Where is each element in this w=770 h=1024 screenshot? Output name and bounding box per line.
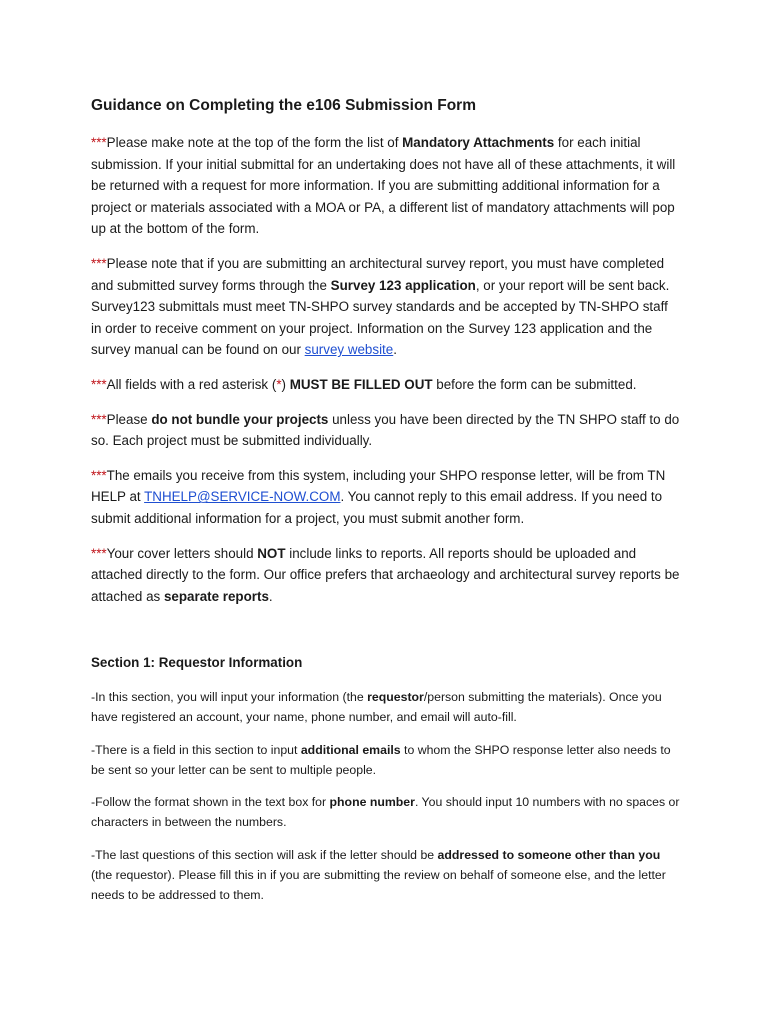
survey-report-paragraph: ***Please note that if you are submitting an architectural survey report, you must have completed and submitted survey forms through the Survey 123 application, or your report will be sent back. Survey123 submittals must meet TN-SHPO survey standards and be accepted by TN-SHPO staff in order to receive comment on your project. Information on the Survey 123 application and the survey manual can be found on our survey website. xyxy=(91,255,670,358)
red-stars-marker: *** xyxy=(91,255,107,271)
red-asterisk: * xyxy=(276,376,282,392)
bold-addressed-to-someone: addressed to someone other than you xyxy=(437,847,661,862)
phone-number-paragraph: -Follow the format shown in the text box for phone number. You should input 10 numbers with no spaces or characters in between the numbers. xyxy=(91,795,680,830)
bold-do-not-bundle: do not bundle your projects xyxy=(151,411,329,427)
red-stars-marker: *** xyxy=(91,467,107,483)
additional-emails-paragraph: -There is a field in this section to input additional emails to whom the SHPO response letter also needs to be sent so your letter can be sent to multiple people. xyxy=(91,742,671,777)
bold-separate-reports: separate reports xyxy=(163,588,269,604)
bold-phone-number: phone number xyxy=(329,795,415,810)
addressee-paragraph: -The last questions of this section will ask if the letter should be addressed to someone other than you (the requestor). Please fill this in if you are submitting the review on behalf of someone else, and the letter needs to be addressed to them. xyxy=(91,847,666,902)
tnhelp-email-link[interactable]: TNHELP@SERVICE-NOW.COM xyxy=(144,489,341,505)
bold-additional-emails: additional emails xyxy=(300,742,401,757)
page-title: Guidance on Completing the e106 Submission Form xyxy=(91,97,476,114)
mandatory-attachments-paragraph: ***Please make note at the top of the form the list of Mandatory Attachments for each initial submission. If your initial submittal for an undertaking does not have all of these attachments, it will be returned with a request for more information. If you are submitting additional information for a project or materials associated with a MOA or PA, a different list of mandatory attachments will pop up at the bottom of the form. xyxy=(91,135,676,237)
bold-mandatory-attachments: Mandatory Attachments xyxy=(402,135,555,150)
requestor-info-paragraph: -In this section, you will input your information (the requestor/person submitting the materials). Once you have registered an account, your name, phone number, and email will auto-fill. xyxy=(91,690,662,725)
required-fields-paragraph: ***All fields with a red asterisk (*) MUST BE FILLED OUT before the form can be submitted. xyxy=(91,376,637,392)
red-stars-marker: *** xyxy=(91,135,107,150)
section-1-heading: Section 1: Requestor Information xyxy=(91,655,303,671)
red-stars-marker: *** xyxy=(91,545,107,561)
bold-must-be-filled-out: MUST BE FILLED OUT xyxy=(289,376,433,392)
bold-survey-123: Survey 123 application xyxy=(330,277,476,293)
cover-letters-paragraph: ***Your cover letters should NOT include links to reports. All reports should be uploaded and attached directly to the form. Our office prefers that archaeology and architectural survey reports be attached as separate reports. xyxy=(91,545,680,604)
bold-requestor: requestor xyxy=(367,690,424,705)
survey-website-link[interactable]: survey website xyxy=(304,342,394,358)
red-stars-marker: *** xyxy=(91,411,107,427)
bold-not: NOT xyxy=(257,545,286,561)
bundle-projects-paragraph: ***Please do not bundle your projects unless you have been directed by the TN SHPO staff to do so. Each project must be submitted individually. xyxy=(91,411,680,449)
emails-paragraph: ***The emails you receive from this system, including your SHPO response letter, will be from TN HELP at TNHELP@SERVICE-NOW.COM. You cannot reply to this email address. If you need to submit additional information for a project, you must submit another form. xyxy=(91,467,666,526)
red-stars-marker: *** xyxy=(91,376,107,392)
